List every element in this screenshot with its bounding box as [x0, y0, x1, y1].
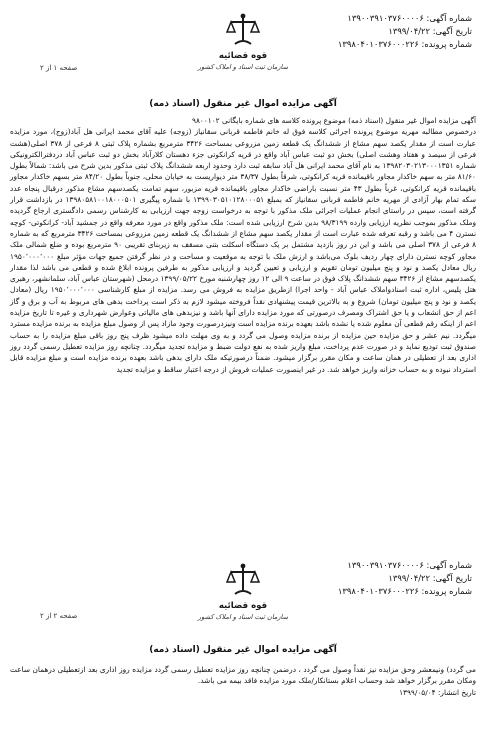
logo-org-name: قوه قضائیه: [218, 601, 268, 611]
judiciary-logo: [168, 10, 318, 72]
notice-paragraph: آگهی مزایده اموال غیر منقول (اسناد ذمه) موضوع پرونده کلاسه های شماره بایگانی ۹۸۰۰۱۰۲: [192, 116, 476, 125]
judiciary-logo: [168, 560, 318, 622]
file-number: شماره پرونده: ۱۳۹۸۰۴۰۱۰۳۷۶۰۰۰۲۲۶: [337, 39, 472, 49]
notice-title: آگهی مزایده اموال غیر منقول (اسناد ذمه): [149, 645, 337, 655]
judiciary-emblem-icon: [223, 10, 263, 50]
page-indicator: صفحه ۲ از ۲: [40, 612, 78, 620]
notice-body: [10, 115, 476, 375]
page-indicator: صفحه ۱ از ۲: [40, 64, 78, 72]
notice-title: آگهی مزایده اموال غیر منقول (اسناد ذمه): [149, 99, 337, 109]
notice-paragraph: درخصوص مطالبه مهریه موضوع پرونده اجرائی کلاسه فوق له خانم فاطمه قربانی سقانیاز (زوجه) علیه آقای محمد ایرانی هل آباد(زوج)، مورد مزایده عبارت است از مقدار یکصد سهم مشاع از ششدانگ یک قطعه زمین مزروعی بمساحت ۳۴۲۶ مترمربع بشماره پلاک ثبتی ۸ فرعی از ۳۷۸ اصلی(هشت فرعی از سیصد و هفتاد وهشت اصلی) بخش دو ثبت عباس آباد واقع در قریه کرانکوتی جزء دهستان کلارآباد بخش دو ثبت عباس آباد دردفترالکترونیکی شماره ۱۳۹۸۲۰۳۰۲۱۳۰۰۰۱۳۵۱ به نام آقای محمد ایرانی هل آباد سابقه ثبت دارد وحدود اربعه ششدانگ پلاک ثبتی مذکور بدین شرح می باشد: شمالاً بطول ۸۱/۶۰ متر به سهم خاکدار مجاور باقیمانده قریه کرانکوتی، شرقاً بطول ۳۸/۳۷ متر دیواریست به خیابان محلی، جنوباً بطول ۸۴/۲۰ متر بسهم خاکدار مجاور باقیمانده قریه کرانکوتی، غرباً بطول ۴۳ متر نسبت باراضی خاکدار مجاور باقیمانده قریه مزبور، سهم تمامت یکصدسهم مشاع مذکور درقبال پنجاه عدد سکه تمام بهار آزادی از مهریه خانم فاطمه قربانی سقانیاز که بمبلغ ۱۳۹۹۰۳۰۵۱۰۱۲۸۰۰۰۵۱ با شماره پیگیری ۱۳۹۸۰۵۸۱۰۰۱۸۰۰۰۵۰۱ در بازداشت قرار گرفته است، سپس در راستای انجام عملیات اجرائی ملک مذکور با توجه به درخواست زوجه جهت ارزیابی به کارشناس رسمی دادگستری ارجاع گردیده وملک مذکور بموجب نظریه ارزیابی وارده ۹۸/۳۱۹۹ بدین شرح ارزیابی شده است: ملک مذکور واقع در مورد معرفه واقع در جمشید آباد- کرانکوتی- کوچه نسترن ۴ می باشد و رقبه تعرفه شده عبارت است از مقدار یکصد سهم مشاع از ششدانگ یک قطعه زمین مزروعی بمساحت ۳۴۲۶ مترمربع که به شماره ۸ فرعی از ۳۷۸ اصلی می باشد و این در روز بازدید مشتمل بر یک دستگاه اسکلت بتنی مسقف به زیربنای تقریبی ۹۰ مترمربع بوده و ضلع شمالی ملک مجاور کوچه نسترن دارای چهار ردیف بلوک می‌باشد و ارزش ملک با توجه به موقعیت و مساحت و در نظر گرفتن جمیع جهات مؤثر مبلغ ۱۹۵۰٬۰۰۰٬۰۰۰ ریال معادل یکصد و نود و پنج میلیون تومان تقویم و ارزیابی و تعیین گردید و ارزیابی مذکور به طرفین پرونده ابلاغ شده و قطعی می باشد لذا مقدار یکصدسهم مشاع از ۳۴۲۶ سهم ششدانگ پلاک فوق در ساعت ۹ الی ۱۲ روز چهارشنبه مورخ ۱۳۹۹/۰۵/۲۲ درمحل (شهرستان عباس آباد، سلمانشهر، رهبری هتل پلیس، اداره ثبت اسنادواملاک عباس آباد - واحد اجرا) ازطریق مزایده به فروش می رسد. مزایده از مبلغ کارشناسی ۱۹۵۰٬۰۰۰٬۰۰۰ ریال (معادل یکصد و نود و پنج میلیون تومان) شروع و به بالاترین قیمت پیشنهادی نقداً فروخته میشود لازم به ذکر است پرداخت بدهی های مربوط به آب و برق و گاز اعم از حق انشعاب و یا حق اشتراک ومصرف درصورتی که مورد مزایده دارای آنها باشد و نیزبدهی های مالیاتی وعوارض شهرداری و غیره تا تاریخ مزایده اعم از اینکه رقم قطعی آن معلوم شده یا نشده باشد بعهده برنده مزایده است ونیزدرصورت وجود مازاد پس از وصول مبلغ مزایده به برنده مزایده مسترد میگردد. نیم عشر و حق مزایده حین مزایده از برنده مزایده وصول می گردد و به وی مهلت داده میشود ظرف پنج روز باقی مبلغ مزایده را به حساب صندوق ثبت تودیع نماید و در صورت عدم پرداخت، مبلغ واریز شده به نفع دولت ضبط و مزایده تجدید میگردد. چنانچه روز مزایده تعطیل رسمی گردد روز اداری بعد از تعطیلی در همان ساعت و مکان مقرر برگزار میشود. ضمناً درصورتیکه ملک دارای بدهی باشد بعهده برنده مزایده است و مبلغ مزایده قابل استرداد نبوده و به حساب خزانه واریز خواهد شد. در غیر اینصورت عملیات فروش از درجه اعتبار ساقط و مزایده تجدید: [10, 127, 477, 374]
notice-number: شماره آگهی: ۱۳۹۰۰۳۹۱۰۳۷۶۰۰۰۰۶: [347, 13, 472, 23]
file-number: شماره پرونده: ۱۳۹۸۰۴۰۱۰۳۷۶۰۰۰۲۲۶: [337, 586, 472, 596]
notice-number: شماره آگهی: ۱۳۹۰۰۳۹۱۰۳۷۶۰۰۰۰۶: [347, 560, 472, 570]
notice-paragraph: می گردد) ونیمعشر وحق مزایده نیز نقداً وصول می گردد ، درضمن چنانچه روز مزایده تعطیل رسمی گردد مزایده روز اداری بعد ازتعطیلی درهمان ساعت ومکان مقرر برگزار خواهد شد وحساب اعلام بستانکار/ملک مورد مزایده فاقد بیمه می باشد.: [10, 665, 476, 686]
logo-org-subtitle: سازمان ثبت اسناد و املاک کشور: [197, 63, 289, 71]
logo-org-name: قوه قضائیه: [218, 51, 268, 61]
notice-body: [10, 664, 476, 698]
judiciary-emblem-icon: [223, 560, 263, 600]
notice-date: تاریخ آگهی: ۱۳۹۹/۰۴/۲۲: [388, 26, 472, 36]
logo-org-subtitle: سازمان ثبت اسناد و املاک کشور: [197, 613, 289, 621]
publish-date: تاریخ انتشار: ۱۳۹۹/۰۵/۰۴: [399, 687, 476, 697]
notice-date: تاریخ آگهی: ۱۳۹۹/۰۴/۲۲: [388, 573, 472, 583]
